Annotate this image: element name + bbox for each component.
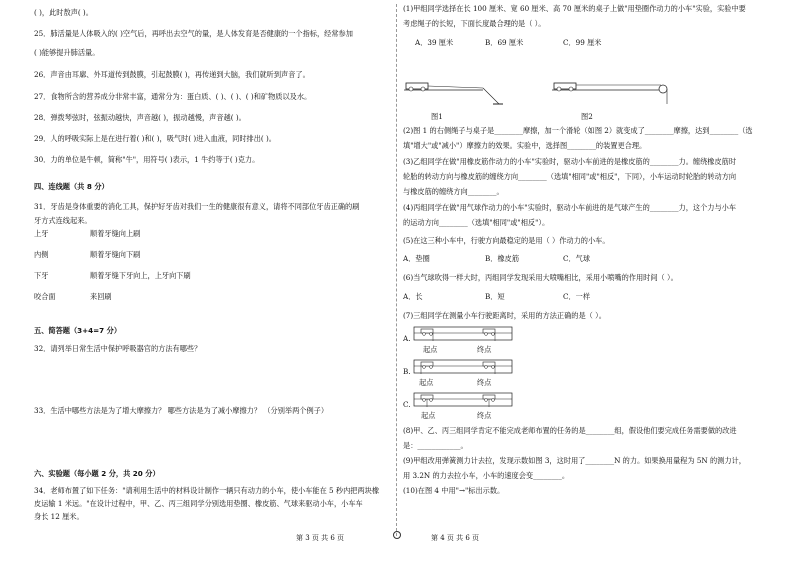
q6-option-c: C．一样 xyxy=(563,292,591,301)
q7-choice-a-diagram xyxy=(413,324,515,344)
figure-1-label: 图1 xyxy=(431,112,443,121)
q7-b-end-label: 终点 xyxy=(477,378,492,387)
section-6-title: 六、实验题（每小题 2 分，共 20 分） xyxy=(34,469,160,478)
q5-option-a: A．垫圈 xyxy=(403,254,430,263)
left-page xyxy=(34,0,389,561)
q7-choice-b-diagram xyxy=(413,357,515,377)
q3-line2: 轮胎的转动方向与橡皮筋的缠绕方向________（选填"相同"或"相反"，下同），小车运动时轮胎的转动方向 xyxy=(403,172,737,181)
q31-line1: 31．牙齿是身体重要的消化工具，保护好牙齿对我们一生的健康很有意义，请将不同部位牙齿正确的刷 xyxy=(34,202,360,211)
q31-line2: 牙方式连线起来。 xyxy=(34,216,92,225)
figure-2-label: 图2 xyxy=(581,112,593,121)
q34-line1: 34．老师布置了如下任务："请利用生活中的材料设计制作一辆只有动力的小车，使小车能在 5 秒内把两块橡 xyxy=(34,486,380,495)
q5-option-b: B．橡皮筋 xyxy=(485,254,520,263)
q7-choice-b-label: B. xyxy=(403,367,411,376)
q25-line1: 25．肺活量是人体吸入的( )空气后，再呼出去空气的量，是人体发育是否健康的一个指标，经常参加 xyxy=(34,29,353,38)
q6-option-b: B．短 xyxy=(485,292,505,301)
q8-line2: 是：____________。 xyxy=(403,441,468,450)
q10: (10)在图 4 中用"→"标出示数。 xyxy=(403,486,505,495)
q27: 27．食物所含的营养成分非常丰富，通常分为：蛋白质、( )、( )、( )和矿物质以及水。 xyxy=(34,92,312,101)
match-right-4: 来回刷 xyxy=(90,292,112,301)
q25-line2: ( )能够提升肺活量。 xyxy=(34,48,100,57)
q9-line1: (9)甲组改用弹簧测力计去拉，发现示数如图 3，这时用了________N 的力。如果换用量程为 5N 的测力计， xyxy=(403,456,746,465)
match-right-3: 顺着牙缝下牙向上，上牙向下刷 xyxy=(90,271,191,280)
section-5-title: 五、简答题（3+4=7 分） xyxy=(34,326,122,335)
q28: 28．弹拨琴弦时，弦振动越快，声音越( )，振动越慢，声音越( )。 xyxy=(34,113,246,122)
q1-option-b: B．69 厘米 xyxy=(485,38,524,47)
match-left-4: 咬合面 xyxy=(34,292,56,301)
q4-line2: 的运动方向________（选填"相同"或"相反"）。 xyxy=(403,218,550,227)
q9-line2: 用 3.2N 的力去拉小车，小车的速度会变________。 xyxy=(403,471,570,480)
q32: 32．请列举日常生活中保护呼吸器官的方法有哪些？ xyxy=(34,344,202,353)
q2-line1: (2)图 1 的右侧绳子与桌子是________摩擦，加一个滑轮（如图 2）就变成了________摩擦，达到________（选 xyxy=(403,126,753,135)
q7-choice-a-label: A. xyxy=(403,334,411,343)
q7-b-start-label: 起点 xyxy=(419,378,434,387)
q7-c-end-label: 终点 xyxy=(477,411,492,420)
match-right-1: 顺着牙缝向上刷 xyxy=(90,229,141,238)
q7-choice-c-diagram xyxy=(413,390,515,410)
q33: 33．生活中哪些方法是为了增大摩擦力？ 哪些方法是为了减小摩擦力？ （分别举两个例子） xyxy=(34,406,329,415)
q7: (7)三组同学在测量小车行驶距离时，采用的方法正确的是（ ）。 xyxy=(403,311,606,320)
q34-line3: 身长 12 厘米。 xyxy=(34,512,84,521)
q24-tail: ( )，此时敖声( )。 xyxy=(34,8,93,17)
q3-line1: (3)乙组同学在做"用橡皮筋作动力的小车"实验时，驱动小车前进的是橡皮筋的________力。缠绕橡皮筋时 xyxy=(403,157,737,166)
q1-option-c: C．99 厘米 xyxy=(563,38,602,47)
match-left-3: 下牙 xyxy=(34,271,49,280)
page-divider xyxy=(396,4,397,536)
q1-line1: (1)甲组同学选择在长 100 厘米、宽 60 厘米、高 70 厘米的桌子上做"用垫圈作动力的小车"实验，实验中要 xyxy=(403,4,746,13)
q34-line2: 皮运输 1 米远。"在设计过程中，甲、乙、丙三组同学分别选用垫圈、橡皮筋、气球来驱动小车，小车车 xyxy=(34,499,363,508)
q1-option-a: A．39 厘米 xyxy=(415,38,454,47)
q3-line3: 与橡皮筋的缠绕方向________。 xyxy=(403,187,504,196)
q30: 30．力的单位是牛顿，简称"牛"，用符号( )表示，1 牛约等于( )克力。 xyxy=(34,155,260,164)
q2-line2: 填"增大"或"减小"）摩擦力的效果。实验中，选择图________的装置更合理。 xyxy=(403,141,647,150)
q7-choice-c-label: C. xyxy=(403,400,411,409)
figure-1-cart-on-table xyxy=(403,74,505,108)
binding-hole xyxy=(393,531,401,539)
page-number-left: 第 3 页 共 6 页 xyxy=(296,534,345,542)
match-left-1: 上牙 xyxy=(34,229,49,238)
q7-a-start-label: 起点 xyxy=(423,345,438,354)
right-page xyxy=(403,0,775,561)
section-4-title: 四、连线题（共 8 分） xyxy=(34,182,109,191)
match-right-2: 顺着牙缝向下刷 xyxy=(90,250,141,259)
q8-line1: (8)甲、乙、丙三组同学肯定不能完成老师布置的任务的是________组，假设他们要完成任务需要做的改进 xyxy=(403,426,737,435)
q29: 29．人的呼吸实际上是在进行着( )和( )，吸气时( )进入血液，同时排出( )。 xyxy=(34,134,276,143)
q7-c-start-label: 起点 xyxy=(421,411,436,420)
q6-option-a: A．长 xyxy=(403,292,423,301)
q6: (6)当气球吹得一样大时，丙组同学发现采用大喷嘴相比，采用小喷嘴的作用时间（ ）。 xyxy=(403,273,678,282)
q4-line1: (4)丙组同学在做"用气球作动力的小车"实验时，驱动小车前进的是气球产生的________力，这个力与小车 xyxy=(403,203,737,212)
q5: (5)在这三种小车中，行驶方向最稳定的是用（ ）作动力的小车。 xyxy=(403,236,610,245)
q5-option-c: C．气球 xyxy=(563,254,591,263)
q7-a-end-label: 终点 xyxy=(477,345,492,354)
figure-2-cart-with-pulley xyxy=(551,74,671,108)
page-number-right: 第 4 页 共 6 页 xyxy=(431,534,480,542)
q1-line2: 考虑绳子的长短，下面长度最合理的是（ ）。 xyxy=(403,19,546,28)
q26: 26．声音由耳廓、外耳道传到鼓膜，引起鼓膜( )，再传递到大脑，我们就听到声音了。 xyxy=(34,70,310,79)
match-left-2: 内侧 xyxy=(34,250,49,259)
